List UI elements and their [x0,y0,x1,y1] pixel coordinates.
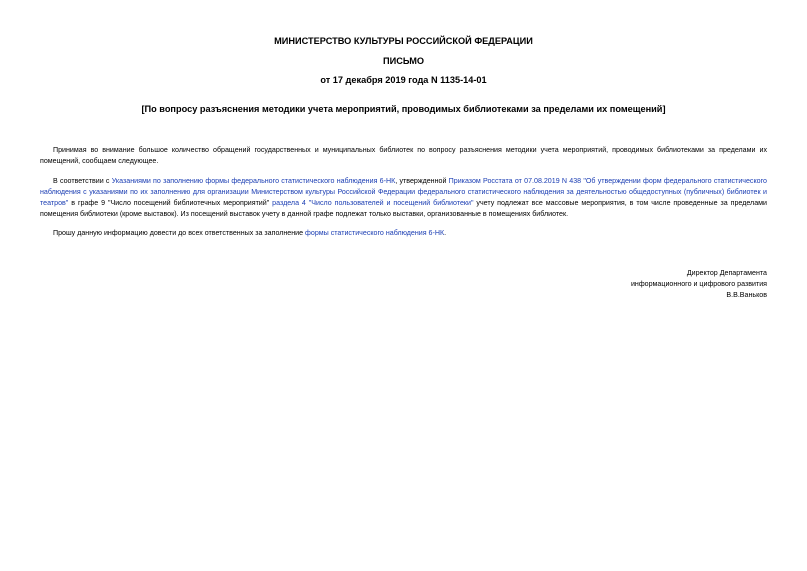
paragraph-main [40,176,767,220]
signature-position: Директор Департамента [686,269,767,277]
paragraph-request [40,228,767,239]
ministry-title: МИНИСТЕРСТВО КУЛЬТУРЫ РОССИЙСКОЙ ФЕДЕРАЦИИ [274,36,533,46]
paragraph-request-text-2: . [444,229,447,237]
paragraph-intro [40,145,767,167]
paragraph-main-text-2: , утвержденной [395,177,449,185]
document-subject: [По вопросу разъяснения методики учета мероприятий, проводимых библиотеками за пределами их помещений] [141,104,666,114]
link-section-4[interactable]: раздела 4 "Число пользователей и посещений библиотеки" [272,199,474,207]
paragraph-main-text-4: учету подлежат все массовые мероприятия, в том числе проведенные за пределами помещения библиотеки (кроме выставок). Из посещений выставок учету в данной графе подлежат только выставки, организованные в помещениях библиотек. [40,199,767,218]
document-type: ПИСЬМО [382,56,425,66]
link-form-6nk[interactable]: формы статистического наблюдения 6-НК [305,229,445,237]
paragraph-request-text-1: Прошу данную информацию довести до всех ответственных за заполнение [53,229,306,237]
link-rosstat-order[interactable]: Приказом Росстата от 07.08.2019 N 438 "Об утверждении форм федерального статистического наблюдения с указаниями по их заполнению для организации Министерством культуры Российской Федерации федерального статистического наблюдения за деятельностью общедоступных (публичных) библиотек и театров" [40,177,767,207]
link-instructions-6nk[interactable]: Указаниями по заполнению формы федерального статистического наблюдения 6-НК [111,177,396,185]
signature-block [631,268,767,301]
signature-department: информационного и цифрового развития [630,280,767,288]
document-date-number: от 17 декабря 2019 года N 1135-14-01 [320,75,487,85]
paragraph-intro-text: Принимая во внимание большое количество обращений государственных и муниципальных библиотек по вопросу разъяснения методики учета мероприятий, проводимых библиотеками за пределами их помещений, сообщаем следующее. [40,146,767,165]
signature-name: В.В.Ваньков [726,291,767,299]
paragraph-main-text-1: В соответствии с [53,177,112,185]
paragraph-main-text-3: в графе 9 "Число посещений библиотечных мероприятий" [68,199,273,207]
